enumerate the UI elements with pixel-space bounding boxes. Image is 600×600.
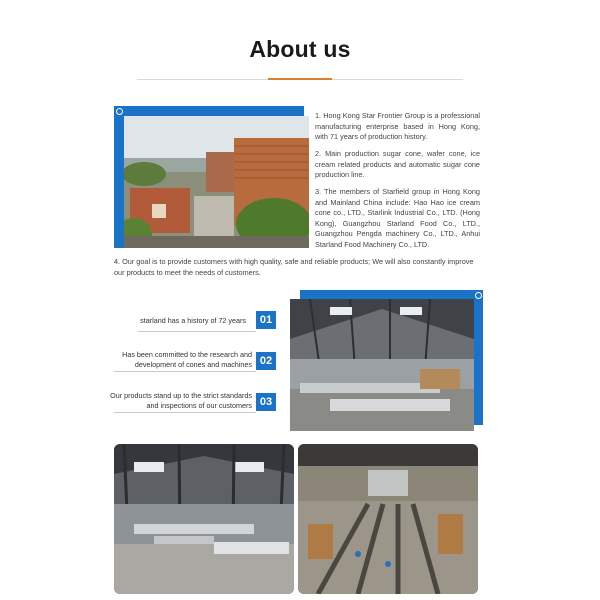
highlight-divider [114, 412, 256, 413]
workshop-photo-left [114, 444, 294, 594]
highlight-number-1: 01 [256, 311, 276, 329]
highlight-text-2: Has been committed to the research and development of cones and machines [122, 350, 252, 369]
photo-frame-accent [114, 106, 304, 116]
highlight-number-2: 02 [256, 352, 276, 370]
intro-paragraph-3: 3. The members of Starfield group in Hong Kong and Mainland China include: Hao Hao ice cream cone co., LTD., Starlink Industrial Co., LTD. (Hong Kong), Guangzhou Starland Food Co., LTD., Guangzhou Pengda machinery Co., LTD., Anhui Starland Food Machinery Co., LTD. [315, 187, 480, 249]
highlight-text-3: Our products stand up to the strict standards and inspections of our customers [110, 391, 252, 410]
photo-frame-accent [300, 290, 483, 299]
intro-paragraph-1: 1. Hong Kong Star Frontier Group is a professional manufacturing enterprise based in Hong Kong, with 71 years of production history. [315, 111, 480, 141]
frame-dot-icon [116, 108, 123, 115]
page-title: About us [249, 36, 351, 62]
workshop-interior-photo [290, 299, 474, 431]
highlight-divider [138, 331, 256, 332]
photo-frame-accent [114, 106, 124, 248]
photo-frame-accent [474, 290, 483, 425]
intro-paragraph-2: 2. Main production sugar cone, wafer cone, ice cream related products and automatic sugar cone production line. [315, 149, 480, 179]
factory-exterior-photo [124, 116, 309, 248]
title-divider-accent [268, 78, 332, 80]
highlight-number-3: 03 [256, 393, 276, 411]
intro-paragraph-4: 4. Our goal is to provide customers with high quality, safe and reliable products; We will also constantly improve our products to meet the needs of customers. [114, 257, 474, 277]
frame-dot-icon [475, 292, 482, 299]
highlight-divider [114, 371, 256, 372]
workshop-photo-right [298, 444, 478, 594]
highlight-text-1: starland has a history of 72 years [140, 316, 246, 325]
